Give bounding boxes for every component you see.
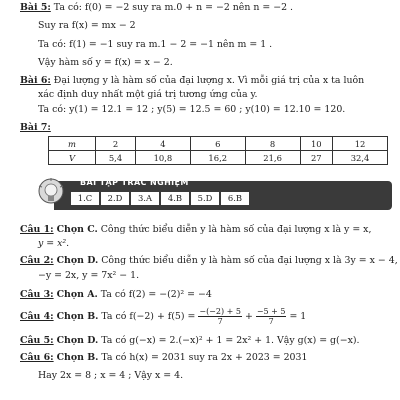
table-cell: 27 [300,151,333,165]
table-cell: m [49,137,96,151]
fraction-denominator: 7 [217,317,223,326]
bai5-label: Bài 5: [20,2,51,13]
quiz-title: BÀI TẬP TRẮC NGHIỆM [80,178,189,187]
cau2-text: Công thức biểu diễn y là hàm số của đại lượng x là 3y = x − 4, [101,255,398,266]
bai6-line1 [20,75,364,87]
cau4-fraction-1 [198,307,242,326]
cau2-line1 [20,255,398,267]
cau2-label: Câu 2: [20,255,54,266]
cau4-post: = 1 [289,311,307,322]
bai5-text1: Ta có: f(0) = −2 suy ra m.0 + n = −2 nên n = −2 . [53,2,294,13]
cau3-line [20,289,212,301]
cau1-line1 [20,224,371,236]
cau4-line [20,306,306,328]
fraction-numerator: −5 + 5 [256,307,286,316]
cau6-label: Câu 6: [20,352,54,363]
table-cell: 5,4 [96,151,136,165]
bai6-line3: Ta có: y(1) = 12.1 = 12 ; y(5) = 12.5 = 60 ; y(10) = 12.10 = 120. [38,104,346,115]
table-cell: V [49,151,96,165]
cau5-text: Ta có g(−x) = 2.(−x)² + 1 = 2x² + 1. Vậy g(x) = g(−x). [101,335,360,346]
bai5-line1 [20,2,293,14]
cau4-fraction-2 [256,307,287,326]
table-cell: 4 [135,137,190,151]
table-cell: 12 [333,137,388,151]
answer-cell: 3.A [130,191,160,206]
table-row [49,137,388,151]
fraction-denominator: 7 [268,317,274,326]
table-cell: 10,8 [135,151,190,165]
answer-cell: 2.D [100,191,130,206]
bai6-text1: Đại lượng y là hàm số của đại lượng x. Vì mỗi giá trị của x ta luôn [53,75,365,86]
table-cell: 32,4 [333,151,388,165]
answer-cell: 1.C [70,191,100,206]
table-cell: 16,2 [190,151,245,165]
cau4-plus: + [244,311,253,322]
cau5-choice: Chọn D. [56,335,99,346]
cau3-choice: Chọn A. [56,289,98,300]
cau6-line2: Hay 2x = 8 ; x = 4 ; Vậy x = 4. [38,370,184,381]
bai6-line2: xác định duy nhất một giá trị tương ứng của y. [38,89,258,100]
cau6-choice: Chọn B. [56,352,99,363]
bai5-line2: Suy ra f(x) = mx − 2 [38,20,136,31]
bai5-line3: Ta có: f(1) = −1 suy ra m.1 − 2 = −1 nên m = 1 . [38,39,273,50]
cau3-text: Ta có f(2) = −(2)² = −4 [100,289,212,300]
quiz-banner [34,176,392,210]
table-cell: 8 [245,137,300,151]
cau1-choice: Chọn C. [56,224,98,235]
bai7-table [48,136,388,165]
quiz-answers [70,191,250,206]
cau2-choice: Chọn D. [56,255,99,266]
cau5-label: Câu 5: [20,335,54,346]
cau4-pre: Ta có f(−2) + f(5) = [101,311,196,322]
cau1-label: Câu 1: [20,224,54,235]
bai5-line4: Vậy hàm số y = f(x) = x − 2. [38,57,173,68]
answer-cell: 5.D [190,191,220,206]
table-cell: 6 [190,137,245,151]
cau4-label: Câu 4: [20,311,54,322]
answer-cell: 6.B [220,191,250,206]
table-row [49,151,388,165]
table-cell: 2 [96,137,136,151]
cau2-line2: −y = 2x, y = 7x² − 1. [38,270,140,281]
cau6-text: Ta có h(x) = 2031 suy ra 2x + 2023 = 2031 [101,352,308,363]
answer-cell: 4.B [160,191,190,206]
lightbulb-icon [34,176,68,210]
cau6-line1 [20,352,307,364]
fraction-numerator: −(−2) + 5 [199,307,241,316]
cau1-text: Công thức biểu diễn y là hàm số của đại lượng x là y = x, [100,224,372,235]
cau5-line [20,335,360,347]
table-cell: 21,6 [245,151,300,165]
bai7-label: Bài 7: [20,122,51,133]
cau4-choice: Chọn B. [56,311,99,322]
table-cell: 10 [300,137,333,151]
cau3-label: Câu 3: [20,289,54,300]
cau1-line2: y = x². [38,238,70,249]
bai6-label: Bài 6: [20,75,51,86]
